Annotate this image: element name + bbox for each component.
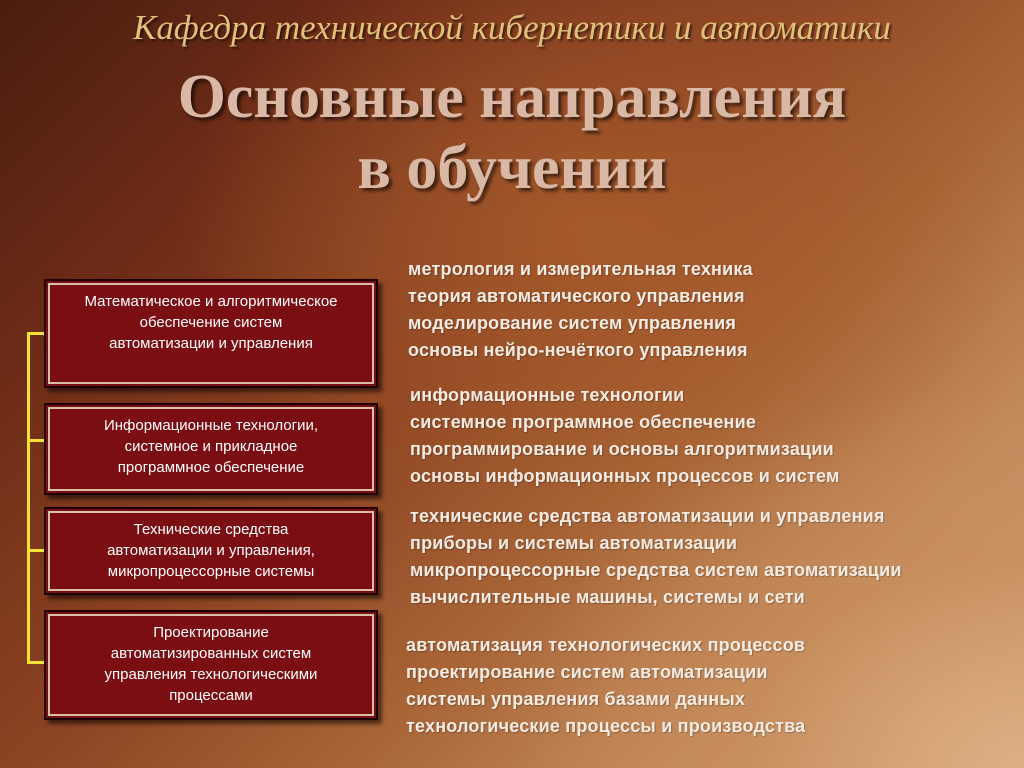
bracket-tick-4	[27, 661, 45, 664]
list-item: информационные технологии	[410, 385, 685, 405]
bracket-tick-3	[27, 549, 45, 552]
list-item: вычислительные машины, системы и сети	[410, 587, 805, 607]
direction-box-design[interactable]: Проектирование автоматизированных систем управления технологическими процессами	[44, 610, 378, 720]
list-item: микропроцессорные средства систем автоматизации	[410, 560, 902, 580]
list-item: автоматизация технологических процессов	[406, 635, 806, 655]
direction-list-hardware	[410, 503, 902, 611]
list-item: программирование и основы алгоритмизации	[410, 439, 834, 459]
bracket-tick-1	[27, 332, 45, 335]
list-item: теория автоматического управления	[408, 286, 745, 306]
list-item: приборы и системы автоматизации	[410, 533, 738, 553]
list-item: технологические процессы и производства	[406, 716, 806, 736]
direction-box-math[interactable]: Математическое и алгоритмическое обеспечение систем автоматизации и управления	[44, 279, 378, 388]
list-item: основы нейро-нечёткого управления	[408, 340, 748, 360]
list-item: системное программное обеспечение	[410, 412, 757, 432]
list-item: основы информационных процессов и систем	[410, 466, 840, 486]
department-subtitle: Кафедра технической кибернетики и автоматики	[133, 8, 891, 47]
slide-title-line-1: Основные направления	[177, 63, 847, 131]
list-item: системы управления базами данных	[406, 689, 746, 709]
slide-title-line-2: в обучении	[357, 134, 667, 202]
direction-list-math	[408, 256, 753, 364]
list-item: проектирование систем автоматизации	[406, 662, 768, 682]
direction-box-it[interactable]: Информационные технологии, системное и прикладное программное обеспечение	[44, 403, 378, 495]
bracket-tick-2	[27, 439, 45, 442]
direction-box-hardware[interactable]: Технические средства автоматизации и управления, микропроцессорные системы	[44, 507, 378, 595]
direction-list-design	[406, 632, 805, 740]
list-item: метрология и измерительная техника	[408, 259, 753, 279]
bracket-connector-line	[27, 333, 30, 663]
list-item: моделирование систем управления	[408, 313, 737, 333]
list-item: технические средства автоматизации и управления	[410, 506, 885, 526]
direction-list-it	[410, 382, 839, 490]
